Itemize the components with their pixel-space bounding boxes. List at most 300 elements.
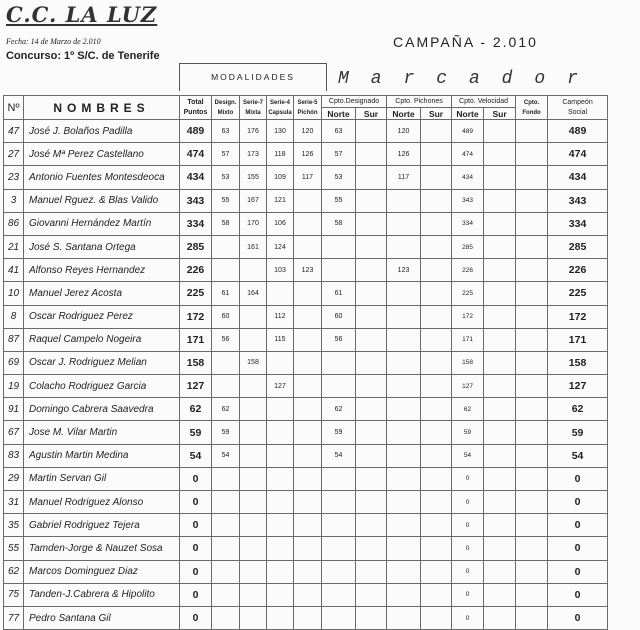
cell-total: 225 — [180, 282, 212, 305]
cell-no: 23 — [4, 166, 24, 189]
marcador-letter: o — [534, 69, 546, 89]
cell-vel-n: 225 — [452, 282, 484, 305]
cell-serie7 — [240, 305, 267, 328]
cell-vel-n: 0 — [452, 606, 484, 629]
cell-pich-n — [387, 583, 421, 606]
cell-serie4 — [267, 351, 294, 374]
table-row — [4, 189, 608, 212]
cell-vel-s — [484, 259, 516, 282]
cell-serie5: 120 — [294, 120, 322, 143]
cell-desig-n: 54 — [322, 444, 356, 467]
cell-campeon: 0 — [548, 606, 608, 629]
cell-total: 334 — [180, 212, 212, 235]
cell-fondo — [516, 166, 548, 189]
cell-vel-n: 474 — [452, 143, 484, 166]
cell-design — [212, 259, 240, 282]
cell-campeon: 0 — [548, 467, 608, 490]
cell-desig-n — [322, 537, 356, 560]
cell-serie5 — [294, 282, 322, 305]
table-row — [4, 444, 608, 467]
cell-serie7 — [240, 491, 267, 514]
cell-campeon: 127 — [548, 375, 608, 398]
cell-serie5 — [294, 514, 322, 537]
cell-desig-s — [356, 305, 387, 328]
cell-pich-n — [387, 514, 421, 537]
table-body — [4, 120, 608, 630]
table-row — [4, 491, 608, 514]
cell-no: 29 — [4, 467, 24, 490]
cell-serie4 — [267, 421, 294, 444]
marcador-letter: d — [501, 69, 513, 89]
cell-desig-s — [356, 120, 387, 143]
cell-serie7: 161 — [240, 235, 267, 258]
cell-desig-s — [356, 351, 387, 374]
cell-fondo — [516, 421, 548, 444]
table-row — [4, 120, 608, 143]
cell-pich-s — [421, 606, 452, 629]
cell-serie7 — [240, 375, 267, 398]
cell-vel-s — [484, 351, 516, 374]
cell-desig-n: 63 — [322, 120, 356, 143]
cell-pich-s — [421, 421, 452, 444]
table-row — [4, 398, 608, 421]
cell-serie7: 170 — [240, 212, 267, 235]
cell-campeon: 59 — [548, 421, 608, 444]
cell-vel-s — [484, 444, 516, 467]
table-row — [4, 537, 608, 560]
cell-no: 41 — [4, 259, 24, 282]
cell-pich-n — [387, 467, 421, 490]
header-no: Nº — [4, 96, 24, 120]
cell-serie7 — [240, 514, 267, 537]
cell-pich-s — [421, 351, 452, 374]
cell-vel-n: 285 — [452, 235, 484, 258]
cell-pich-s — [421, 583, 452, 606]
cell-design: 55 — [212, 189, 240, 212]
header-serie5: Serie-5 Pichón — [294, 96, 322, 120]
cell-pich-n — [387, 328, 421, 351]
cell-serie5 — [294, 537, 322, 560]
header-norte: Norte — [387, 108, 421, 120]
cell-pich-s — [421, 444, 452, 467]
cell-pich-s — [421, 166, 452, 189]
cell-vel-s — [484, 491, 516, 514]
cell-desig-s — [356, 606, 387, 629]
cell-serie5 — [294, 189, 322, 212]
modalidades-label: MODALIDADES — [211, 72, 295, 82]
cell-total: 434 — [180, 166, 212, 189]
cell-pich-s — [421, 328, 452, 351]
cell-pich-s — [421, 467, 452, 490]
cell-fondo — [516, 375, 548, 398]
cell-name: Pedro Santana Gil — [24, 606, 180, 629]
cell-desig-n: 62 — [322, 398, 356, 421]
cell-serie7: 167 — [240, 189, 267, 212]
cell-pich-n — [387, 398, 421, 421]
cell-total: 171 — [180, 328, 212, 351]
cell-vel-s — [484, 212, 516, 235]
cell-desig-n: 58 — [322, 212, 356, 235]
cell-pich-s — [421, 491, 452, 514]
table-row — [4, 166, 608, 189]
cell-pich-s — [421, 143, 452, 166]
cell-desig-n — [322, 375, 356, 398]
cell-desig-s — [356, 514, 387, 537]
cell-no: 27 — [4, 143, 24, 166]
header-design: Design. Mixto — [212, 96, 240, 120]
cell-serie4 — [267, 606, 294, 629]
cell-fondo — [516, 398, 548, 421]
cell-vel-s — [484, 421, 516, 444]
cell-name: Manuel Rodriguez Alonso — [24, 491, 180, 514]
header-norte: Norte — [322, 108, 356, 120]
cell-total: 0 — [180, 491, 212, 514]
cell-pich-n — [387, 235, 421, 258]
header-campeon-social: Campeón Social — [548, 96, 608, 120]
cell-name: Domingo Cabrera Saavedra — [24, 398, 180, 421]
cell-total: 0 — [180, 537, 212, 560]
cell-design — [212, 467, 240, 490]
cell-serie4: 103 — [267, 259, 294, 282]
marcador-letter: c — [436, 69, 448, 89]
cell-desig-s — [356, 491, 387, 514]
cell-pich-s — [421, 560, 452, 583]
cell-desig-s — [356, 537, 387, 560]
cell-serie7 — [240, 398, 267, 421]
cell-fondo — [516, 444, 548, 467]
cell-vel-n: 0 — [452, 583, 484, 606]
cell-name: Antonio Fuentes Montesdeoca — [24, 166, 180, 189]
cell-desig-s — [356, 375, 387, 398]
cell-serie7 — [240, 444, 267, 467]
cell-serie7: 164 — [240, 282, 267, 305]
cell-desig-s — [356, 398, 387, 421]
cell-no: 8 — [4, 305, 24, 328]
cell-no: 55 — [4, 537, 24, 560]
cell-desig-s — [356, 259, 387, 282]
cell-pich-n — [387, 606, 421, 629]
header-nombres: NOMBRES — [24, 96, 180, 120]
header-norte: Norte — [452, 108, 484, 120]
cell-desig-s — [356, 166, 387, 189]
cell-no: 10 — [4, 282, 24, 305]
cell-campeon: 343 — [548, 189, 608, 212]
cell-serie5 — [294, 467, 322, 490]
cell-total: 226 — [180, 259, 212, 282]
cell-desig-n — [322, 351, 356, 374]
cell-serie5 — [294, 305, 322, 328]
cell-serie5: 126 — [294, 143, 322, 166]
cell-serie7 — [240, 606, 267, 629]
cell-desig-s — [356, 560, 387, 583]
cell-fondo — [516, 560, 548, 583]
cell-name: Marcos Dominguez Diaz — [24, 560, 180, 583]
cell-fondo — [516, 491, 548, 514]
cell-serie4 — [267, 467, 294, 490]
cell-name: José Mª Perez Castellano — [24, 143, 180, 166]
cell-vel-s — [484, 583, 516, 606]
cell-fondo — [516, 282, 548, 305]
cell-serie4 — [267, 537, 294, 560]
cell-serie5 — [294, 491, 322, 514]
cell-desig-n: 53 — [322, 166, 356, 189]
cell-pich-n: 123 — [387, 259, 421, 282]
header-serie4: Serie-4 Capsula — [267, 96, 294, 120]
cell-serie5 — [294, 375, 322, 398]
cell-design: 58 — [212, 212, 240, 235]
cell-serie7: 158 — [240, 351, 267, 374]
table-row — [4, 305, 608, 328]
cell-desig-s — [356, 235, 387, 258]
cell-no: 91 — [4, 398, 24, 421]
cell-design — [212, 514, 240, 537]
cell-pich-n — [387, 189, 421, 212]
cell-vel-s — [484, 467, 516, 490]
cell-campeon: 62 — [548, 398, 608, 421]
cell-total: 0 — [180, 514, 212, 537]
cell-desig-n — [322, 259, 356, 282]
cell-vel-s — [484, 328, 516, 351]
cell-serie4: 112 — [267, 305, 294, 328]
cell-no: 19 — [4, 375, 24, 398]
cell-design — [212, 537, 240, 560]
cell-campeon: 434 — [548, 166, 608, 189]
cell-pich-n — [387, 375, 421, 398]
cell-vel-n: 343 — [452, 189, 484, 212]
cell-serie5: 117 — [294, 166, 322, 189]
cell-serie4: 121 — [267, 189, 294, 212]
cell-name: Tanden-J.Cabrera & Hipolito — [24, 583, 180, 606]
cell-serie5 — [294, 444, 322, 467]
table-row — [4, 235, 608, 258]
table-row — [4, 606, 608, 629]
cell-serie5 — [294, 583, 322, 606]
cell-design — [212, 235, 240, 258]
cell-design: 54 — [212, 444, 240, 467]
cell-desig-s — [356, 328, 387, 351]
cell-total: 343 — [180, 189, 212, 212]
cell-pich-n: 120 — [387, 120, 421, 143]
cell-pich-s — [421, 375, 452, 398]
fecha: Fecha: 14 de Marzo de 2.010 — [6, 37, 101, 46]
header-sur: Sur — [421, 108, 452, 120]
cell-total: 489 — [180, 120, 212, 143]
modalidades-box — [179, 63, 327, 91]
cell-serie7 — [240, 259, 267, 282]
cell-vel-n: 158 — [452, 351, 484, 374]
cell-total: 0 — [180, 467, 212, 490]
cell-vel-n: 0 — [452, 467, 484, 490]
cell-total: 0 — [180, 560, 212, 583]
cell-vel-n: 489 — [452, 120, 484, 143]
table-row — [4, 421, 608, 444]
cell-desig-s — [356, 189, 387, 212]
cell-serie4: 118 — [267, 143, 294, 166]
cell-desig-n: 61 — [322, 282, 356, 305]
cell-serie4 — [267, 514, 294, 537]
cell-vel-s — [484, 282, 516, 305]
cell-desig-s — [356, 212, 387, 235]
cell-total: 158 — [180, 351, 212, 374]
cell-design: 53 — [212, 166, 240, 189]
cell-campeon: 226 — [548, 259, 608, 282]
cell-no: 62 — [4, 560, 24, 583]
cell-campeon: 225 — [548, 282, 608, 305]
cell-pich-n: 117 — [387, 166, 421, 189]
cell-no: 47 — [4, 120, 24, 143]
cell-serie7 — [240, 421, 267, 444]
table-row — [4, 583, 608, 606]
cell-desig-n — [322, 491, 356, 514]
cell-vel-s — [484, 606, 516, 629]
cell-no: 69 — [4, 351, 24, 374]
cell-design: 60 — [212, 305, 240, 328]
cell-vel-n: 0 — [452, 491, 484, 514]
cell-desig-n: 59 — [322, 421, 356, 444]
cell-serie5 — [294, 421, 322, 444]
cell-campeon: 334 — [548, 212, 608, 235]
marcador — [338, 69, 578, 89]
header-cpto-fondo: Cpto. Fondo — [516, 96, 548, 120]
cell-serie4: 115 — [267, 328, 294, 351]
cell-campeon: 54 — [548, 444, 608, 467]
cell-serie7: 155 — [240, 166, 267, 189]
cell-serie5 — [294, 606, 322, 629]
cell-serie7 — [240, 537, 267, 560]
cell-design — [212, 351, 240, 374]
cell-campeon: 172 — [548, 305, 608, 328]
cell-vel-n: 172 — [452, 305, 484, 328]
cell-pich-s — [421, 212, 452, 235]
cell-serie5 — [294, 560, 322, 583]
cell-desig-s — [356, 583, 387, 606]
cell-pich-s — [421, 398, 452, 421]
cell-fondo — [516, 259, 548, 282]
table-row — [4, 143, 608, 166]
cell-vel-n: 0 — [452, 514, 484, 537]
cell-vel-s — [484, 375, 516, 398]
cell-serie7: 173 — [240, 143, 267, 166]
cell-serie7 — [240, 560, 267, 583]
cell-name: Martin Servan Gil — [24, 467, 180, 490]
cell-serie5 — [294, 235, 322, 258]
cell-serie4: 124 — [267, 235, 294, 258]
cell-vel-n: 434 — [452, 166, 484, 189]
cell-total: 54 — [180, 444, 212, 467]
cell-desig-n — [322, 235, 356, 258]
cell-no: 67 — [4, 421, 24, 444]
cell-campeon: 158 — [548, 351, 608, 374]
cell-no: 83 — [4, 444, 24, 467]
table-row — [4, 328, 608, 351]
cell-pich-n — [387, 444, 421, 467]
cell-fondo — [516, 120, 548, 143]
cell-no: 35 — [4, 514, 24, 537]
cell-vel-n: 127 — [452, 375, 484, 398]
cell-total: 0 — [180, 583, 212, 606]
cell-name: Jose M. Vilar Martin — [24, 421, 180, 444]
cell-desig-s — [356, 421, 387, 444]
cell-total: 474 — [180, 143, 212, 166]
cell-serie4 — [267, 583, 294, 606]
cell-fondo — [516, 583, 548, 606]
cell-pich-n — [387, 282, 421, 305]
cell-pich-s — [421, 235, 452, 258]
cell-vel-s — [484, 189, 516, 212]
cell-desig-s — [356, 467, 387, 490]
cell-desig-s — [356, 282, 387, 305]
header-sur: Sur — [484, 108, 516, 120]
campana: CAMPAÑA - 2.010 — [393, 34, 538, 50]
cell-fondo — [516, 189, 548, 212]
cell-serie7: 176 — [240, 120, 267, 143]
cell-pich-n — [387, 351, 421, 374]
cell-pich-n — [387, 560, 421, 583]
cell-desig-n: 56 — [322, 328, 356, 351]
cell-desig-n: 57 — [322, 143, 356, 166]
marcador-letter: r — [567, 69, 578, 89]
cell-desig-n — [322, 467, 356, 490]
cell-name: Colacho Rodriguez Garcia — [24, 375, 180, 398]
cell-name: Gabriel Rodriguez Tejera — [24, 514, 180, 537]
cell-serie5 — [294, 351, 322, 374]
marcador-letter: a — [370, 69, 382, 89]
table-row — [4, 560, 608, 583]
cell-serie4: 106 — [267, 212, 294, 235]
cell-total: 172 — [180, 305, 212, 328]
cell-total: 127 — [180, 375, 212, 398]
cell-fondo — [516, 537, 548, 560]
cell-design: 62 — [212, 398, 240, 421]
cell-desig-n — [322, 583, 356, 606]
cell-design — [212, 375, 240, 398]
cell-vel-s — [484, 143, 516, 166]
cell-vel-n: 59 — [452, 421, 484, 444]
cell-vel-s — [484, 560, 516, 583]
cell-design — [212, 606, 240, 629]
cell-vel-s — [484, 166, 516, 189]
cell-no: 86 — [4, 212, 24, 235]
cell-name: Tamden-Jorge & Nauzet Sosa — [24, 537, 180, 560]
cell-design: 57 — [212, 143, 240, 166]
cell-campeon: 0 — [548, 514, 608, 537]
table-row — [4, 259, 608, 282]
cell-serie7 — [240, 328, 267, 351]
cell-pich-s — [421, 514, 452, 537]
cell-no: 87 — [4, 328, 24, 351]
cell-design: 61 — [212, 282, 240, 305]
cell-vel-s — [484, 235, 516, 258]
cell-campeon: 474 — [548, 143, 608, 166]
cell-vel-n: 334 — [452, 212, 484, 235]
cell-no: 21 — [4, 235, 24, 258]
cell-serie5: 123 — [294, 259, 322, 282]
cell-design — [212, 583, 240, 606]
cell-total: 0 — [180, 606, 212, 629]
scores-table — [3, 95, 608, 630]
cell-campeon: 0 — [548, 560, 608, 583]
cell-name: Oscar Rodriguez Perez — [24, 305, 180, 328]
cell-design: 56 — [212, 328, 240, 351]
cell-campeon: 0 — [548, 583, 608, 606]
cell-vel-n: 171 — [452, 328, 484, 351]
cell-design — [212, 491, 240, 514]
cell-desig-n: 60 — [322, 305, 356, 328]
cell-name: Manuel Rguez. & Blas Valido — [24, 189, 180, 212]
cell-campeon: 285 — [548, 235, 608, 258]
cell-no: 31 — [4, 491, 24, 514]
cell-total: 59 — [180, 421, 212, 444]
